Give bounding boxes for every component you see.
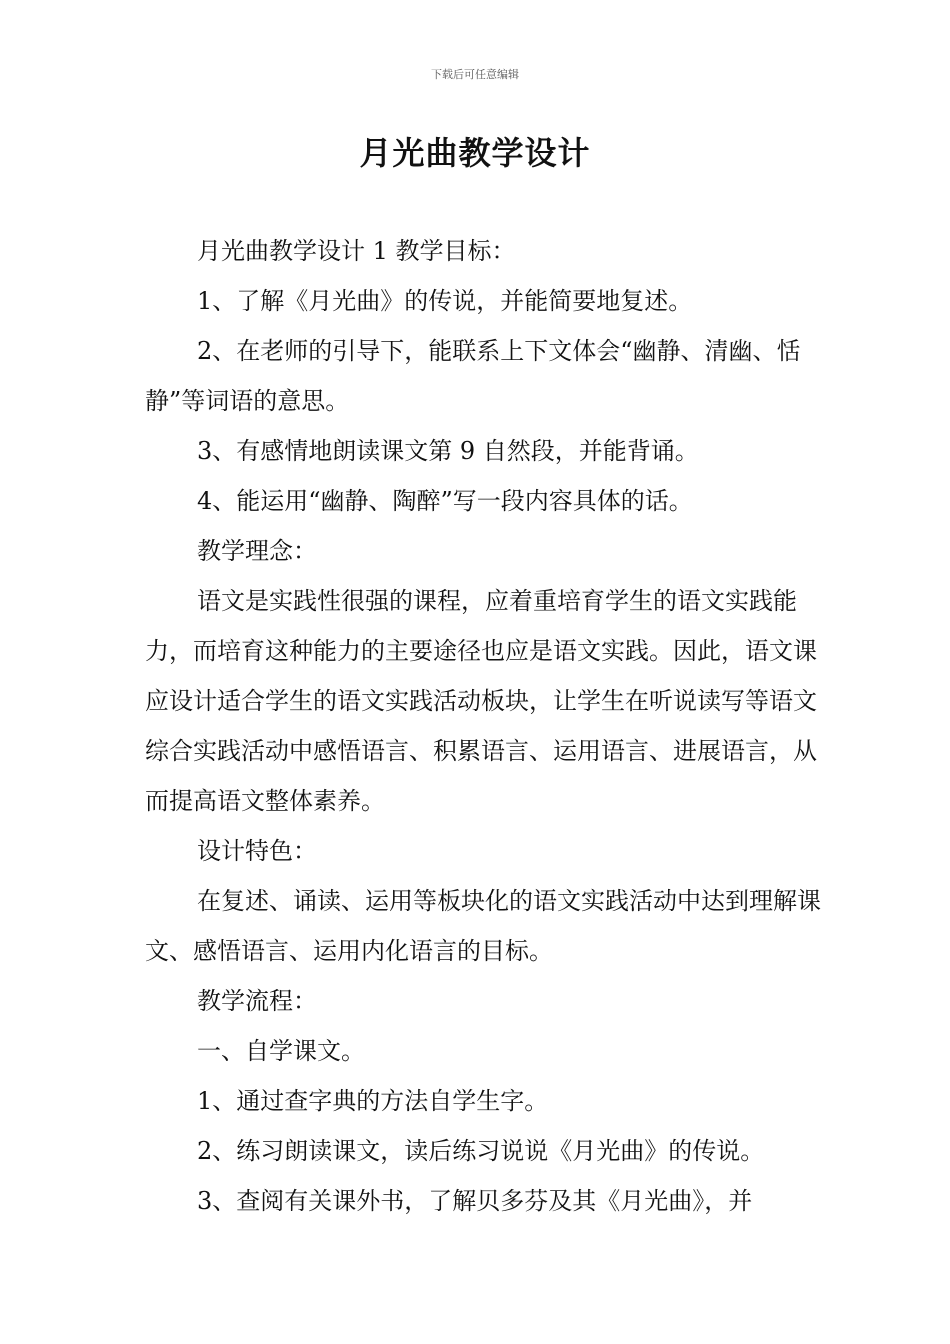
paragraph-objectives-heading: 月光曲教学设计 1 教学目标： <box>197 237 516 265</box>
paragraph-step-3: 3、查阅有关课外书，了解贝多芬及其《月光曲》，并 <box>197 1187 753 1215</box>
paragraph-objective-4: 4、能运用“幽静、陶醉”写一段内容具体的话。 <box>197 487 693 515</box>
paragraph-philosophy-heading: 教学理念： <box>197 537 317 565</box>
paragraph-features-heading: 设计特色： <box>197 837 317 865</box>
paragraph-objective-2: 2、在老师的引导下，能联系上下文体会“幽静、清幽、恬静”等词语的意思。 <box>145 337 801 415</box>
header-note: 下载后可任意编辑 <box>431 68 519 81</box>
paragraph-objective-3: 3、有感情地朗读课文第 9 自然段，并能背诵。 <box>197 437 699 465</box>
document-title: 月光曲教学设计 <box>359 134 591 172</box>
paragraph-process-heading: 教学流程： <box>197 987 317 1015</box>
paragraph-features-body: 在复述、诵读、运用等板块化的语文实践活动中达到理解课文、感悟语言、运用内化语言的目标。 <box>145 887 821 965</box>
paragraph-step-1: 1、通过查字典的方法自学生字。 <box>197 1087 549 1115</box>
document-body <box>145 226 825 1226</box>
paragraph-step-self-study: 一、自学课文。 <box>197 1037 365 1065</box>
paragraph-step-2: 2、练习朗读课文，读后练习说说《月光曲》的传说。 <box>197 1137 765 1165</box>
paragraph-philosophy-body: 语文是实践性很强的课程，应着重培育学生的语文实践能力，而培育这种能力的主要途径也应是语文实践。因此，语文课应设计适合学生的语文实践活动板块，让学生在听说读写等语文综合实践活动中感悟语言、积累语言、运用语言、进展语言，从而提高语文整体素养。 <box>145 587 817 815</box>
paragraph-objective-1: 1、了解《月光曲》的传说，并能简要地复述。 <box>197 287 693 315</box>
